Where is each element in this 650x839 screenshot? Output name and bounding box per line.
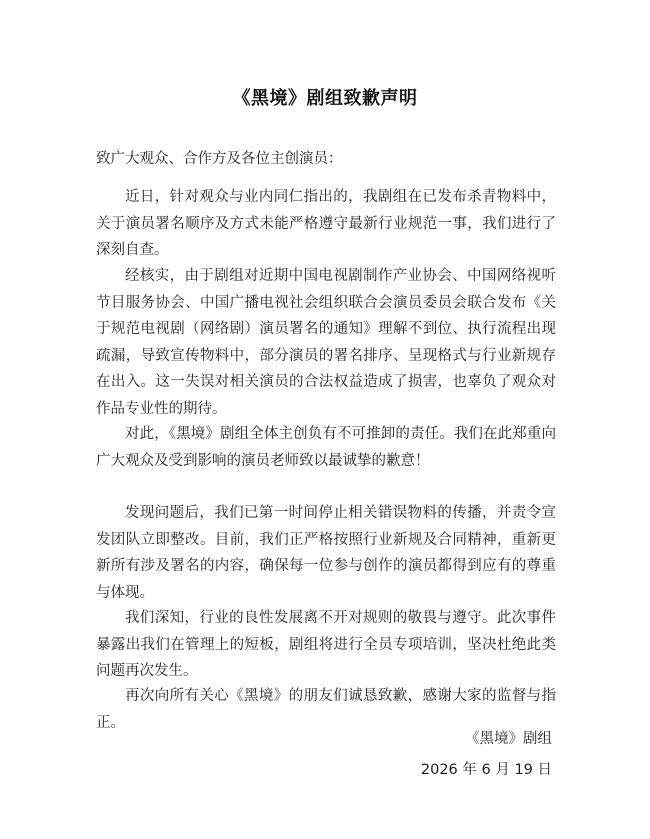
paragraph-closing: 再次向所有关心《黑境》的朋友们诚恳致歉，感谢大家的监督与指正。 bbox=[96, 688, 556, 731]
signature-organization: 《黑境》剧组 bbox=[465, 731, 552, 747]
paragraph-corrective-action: 发现问题后，我们已第一时间停止相关错误物料的传播，并责令宣发团队立即整改。目前，我们正严格按照行业新规及合同精神，重新更新所有涉及署名的内容，确保每一位参与创作的演员都得到应有的尊重与体现。 bbox=[96, 505, 556, 601]
document-title: 《黑境》剧组致歉声明 bbox=[232, 88, 418, 109]
paragraph-self-review: 近日，针对观众与业内同仁指出的，我剧组在已发布杀青物料中，关于演员署名顺序及方式未能严格遵守最新行业规范一事，我们进行了深刻自查。 bbox=[96, 189, 556, 258]
paragraph-findings: 经核实，由于剧组对近期中国电视剧制作产业协会、中国网络视听节目服务协会、中国广播电视社会组织联合会演员委员会联合发布《关于规范电视剧（网络剧）演员署名的通知》理解不到位、执行流程出现疏漏，导致宣传物料中，部分演员的署名排序、呈现格式与行业新规存在出入。这一失误对相关演员的合法权益造成了损害，也辜负了观众对作品专业性的期待。 bbox=[96, 268, 556, 417]
signature-date: 2026 年 6 月 19 日 bbox=[420, 762, 552, 778]
salutation: 致广大观众、合作方及各位主创演员： bbox=[96, 151, 343, 167]
paragraph-commitment: 我们深知，行业的良性发展离不开对规则的敬畏与遵守。此次事件暴露出我们在管理上的短板，剧组将进行全员专项培训，坚决杜绝此类问题再次发生。 bbox=[96, 610, 556, 679]
paragraph-apology: 对此，《黑境》剧组全体主创负有不可推卸的责任。我们在此郑重向广大观众及受到影响的演员老师致以最诚挚的歉意！ bbox=[96, 426, 556, 469]
